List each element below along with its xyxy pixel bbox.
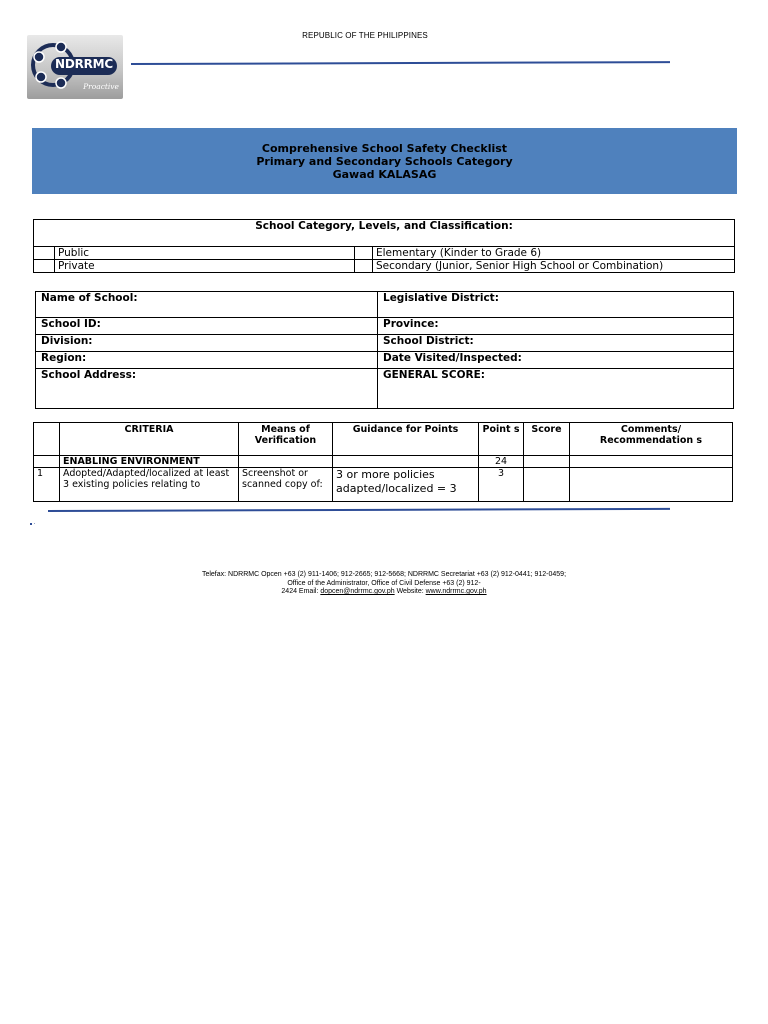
date-visited-field[interactable]: Date Visited/Inspected: (378, 352, 734, 369)
means-header: Means of Verification (239, 423, 333, 456)
category-public: Public (55, 247, 355, 260)
footer-website-label: Website: (394, 588, 426, 595)
table-row (34, 468, 733, 502)
school-address-field[interactable]: School Address: (36, 369, 378, 409)
section-points: 24 (479, 456, 524, 468)
number-header (34, 423, 60, 456)
logo-wordmark: NDRRMC (55, 57, 114, 71)
republic-header: REPUBLIC OF THE PHILIPPINES (302, 31, 428, 40)
logo-tagline: Proactive (83, 82, 119, 91)
section-score-cell[interactable] (524, 456, 570, 468)
comments-header: Comments/ Recommendation s (570, 423, 733, 456)
document-title: Comprehensive School Safety Checklist Primary and Secondary Schools Category Gawad KALASAG (256, 141, 513, 181)
level-secondary: Secondary (Junior, Senior High School or Combination) (373, 260, 735, 273)
line-marker-icon (30, 511, 36, 515)
private-checkbox[interactable] (34, 260, 55, 273)
section-row (34, 456, 733, 468)
footer-telefax: Telefax: NDRRMC Opcen +63 (2) 911-1406; 912-2665; 912-5668; NDRRMC Secretariat +63 (2) 912-0441; 912-0459; (201, 571, 567, 578)
table-row (34, 247, 735, 260)
division-field[interactable]: Division: (36, 335, 378, 352)
points-header: Point s (479, 423, 524, 456)
school-id-field[interactable]: School ID: (36, 318, 378, 335)
secondary-checkbox[interactable] (355, 260, 373, 273)
category-private: Private (55, 260, 355, 273)
elementary-checkbox[interactable] (355, 247, 373, 260)
guidance-header: Guidance for Points (333, 423, 479, 456)
footer-contact-line (150, 588, 618, 597)
ndrrmc-logo (27, 35, 123, 99)
general-score-field[interactable]: GENERAL SCORE: (378, 369, 734, 409)
school-district-field[interactable]: School District: (378, 335, 734, 352)
row-criteria: Adopted/Adapted/localized at least 3 existing policies relating to (60, 468, 239, 502)
name-of-school-field[interactable]: Name of School: (36, 292, 378, 318)
criteria-table (33, 422, 733, 502)
legislative-district-field[interactable]: Legislative District: (378, 292, 734, 318)
section-label: ENABLING ENVIRONMENT (60, 456, 239, 468)
row-comments-cell[interactable] (570, 468, 733, 502)
row-means: Screenshot or scanned copy of: (239, 468, 333, 502)
category-heading: School Category, Levels, and Classification: (34, 220, 735, 247)
level-elementary: Elementary (Kinder to Grade 6) (373, 247, 735, 260)
criteria-header: CRITERIA (60, 423, 239, 456)
province-field[interactable]: Province: (378, 318, 734, 335)
table-row (34, 260, 735, 273)
row-guidance: 3 or more policies adapted/localized = 3 (333, 468, 479, 502)
score-header: Score (524, 423, 570, 456)
footer-rule (48, 508, 670, 512)
row-number: 1 (34, 468, 60, 502)
footer-office: Office of the Administrator, Office of Civil Defense +63 (2) 912- (287, 579, 481, 587)
contact-footer (150, 571, 618, 597)
title-banner (32, 128, 737, 194)
footer-email-prefix: 2424 Email: (281, 588, 321, 595)
header-rule (131, 61, 670, 65)
school-category-table (33, 219, 735, 273)
row-points: 3 (479, 468, 524, 502)
section-comments-cell[interactable] (570, 456, 733, 468)
website-link[interactable]: www.ndrrmc.gov.ph (425, 588, 487, 595)
row-score-cell[interactable] (524, 468, 570, 502)
public-checkbox[interactable] (34, 247, 55, 260)
school-info-table (35, 291, 734, 409)
region-field[interactable]: Region: (36, 352, 378, 369)
email-link[interactable]: dopcen@ndrrmc.gov.ph (320, 588, 395, 595)
